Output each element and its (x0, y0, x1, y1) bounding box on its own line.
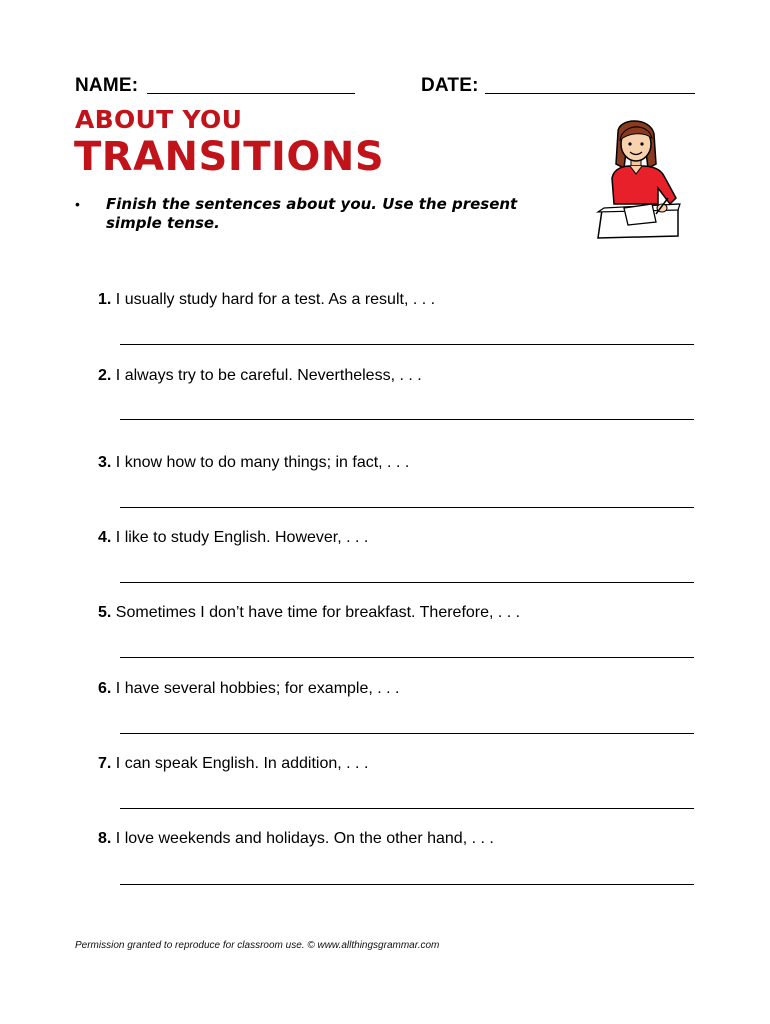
answer-line-5[interactable] (120, 657, 694, 658)
question-2 (98, 367, 422, 385)
instructions-text: Finish the sentences about you. Use the present simple tense. (106, 195, 518, 232)
name-field-line[interactable] (147, 93, 355, 94)
subtitle: ABOUT YOU (75, 105, 243, 134)
question-number: 7. (98, 755, 112, 772)
question-number: 6. (98, 680, 112, 697)
question-number: 4. (98, 529, 112, 546)
question-text: I have several hobbies; for example, . . . (115, 680, 400, 697)
question-5 (98, 604, 520, 622)
question-8 (98, 830, 494, 848)
permission-footer: Permission granted to reproduce for classroom use. © www.allthingsgrammar.com (75, 940, 440, 951)
question-4 (98, 529, 368, 547)
question-1 (98, 291, 435, 309)
answer-line-8[interactable] (120, 884, 694, 885)
question-number: 5. (98, 604, 112, 621)
question-text: I usually study hard for a test. As a result, . . . (115, 291, 436, 308)
question-text: I can speak English. In addition, . . . (115, 755, 369, 772)
question-7 (98, 755, 368, 773)
date-field-line[interactable] (485, 93, 695, 94)
date-label: DATE: (421, 75, 479, 96)
question-3 (98, 454, 409, 472)
page-title: TRANSITIONS (74, 134, 385, 180)
question-text: I know how to do many things; in fact, . . . (115, 454, 410, 471)
instruction-bullet: • (75, 196, 80, 212)
question-number: 3. (98, 454, 112, 471)
question-6 (98, 680, 400, 698)
answer-line-1[interactable] (120, 344, 694, 345)
answer-line-3[interactable] (120, 507, 694, 508)
answer-line-7[interactable] (120, 808, 694, 809)
question-text: I love weekends and holidays. On the other hand, . . . (115, 830, 494, 847)
name-label: NAME: (75, 75, 139, 96)
question-text: I like to study English. However, . . . (115, 529, 369, 546)
question-number: 8. (98, 830, 112, 847)
student-writing-illustration (590, 112, 690, 240)
answer-line-2[interactable] (120, 419, 694, 420)
question-text: Sometimes I don’t have time for breakfast. Therefore, . . . (115, 604, 521, 621)
question-number: 1. (98, 291, 112, 308)
question-number: 2. (98, 367, 112, 384)
answer-line-6[interactable] (120, 733, 694, 734)
question-text: I always try to be careful. Nevertheless, . . . (115, 367, 422, 384)
answer-line-4[interactable] (120, 582, 694, 583)
